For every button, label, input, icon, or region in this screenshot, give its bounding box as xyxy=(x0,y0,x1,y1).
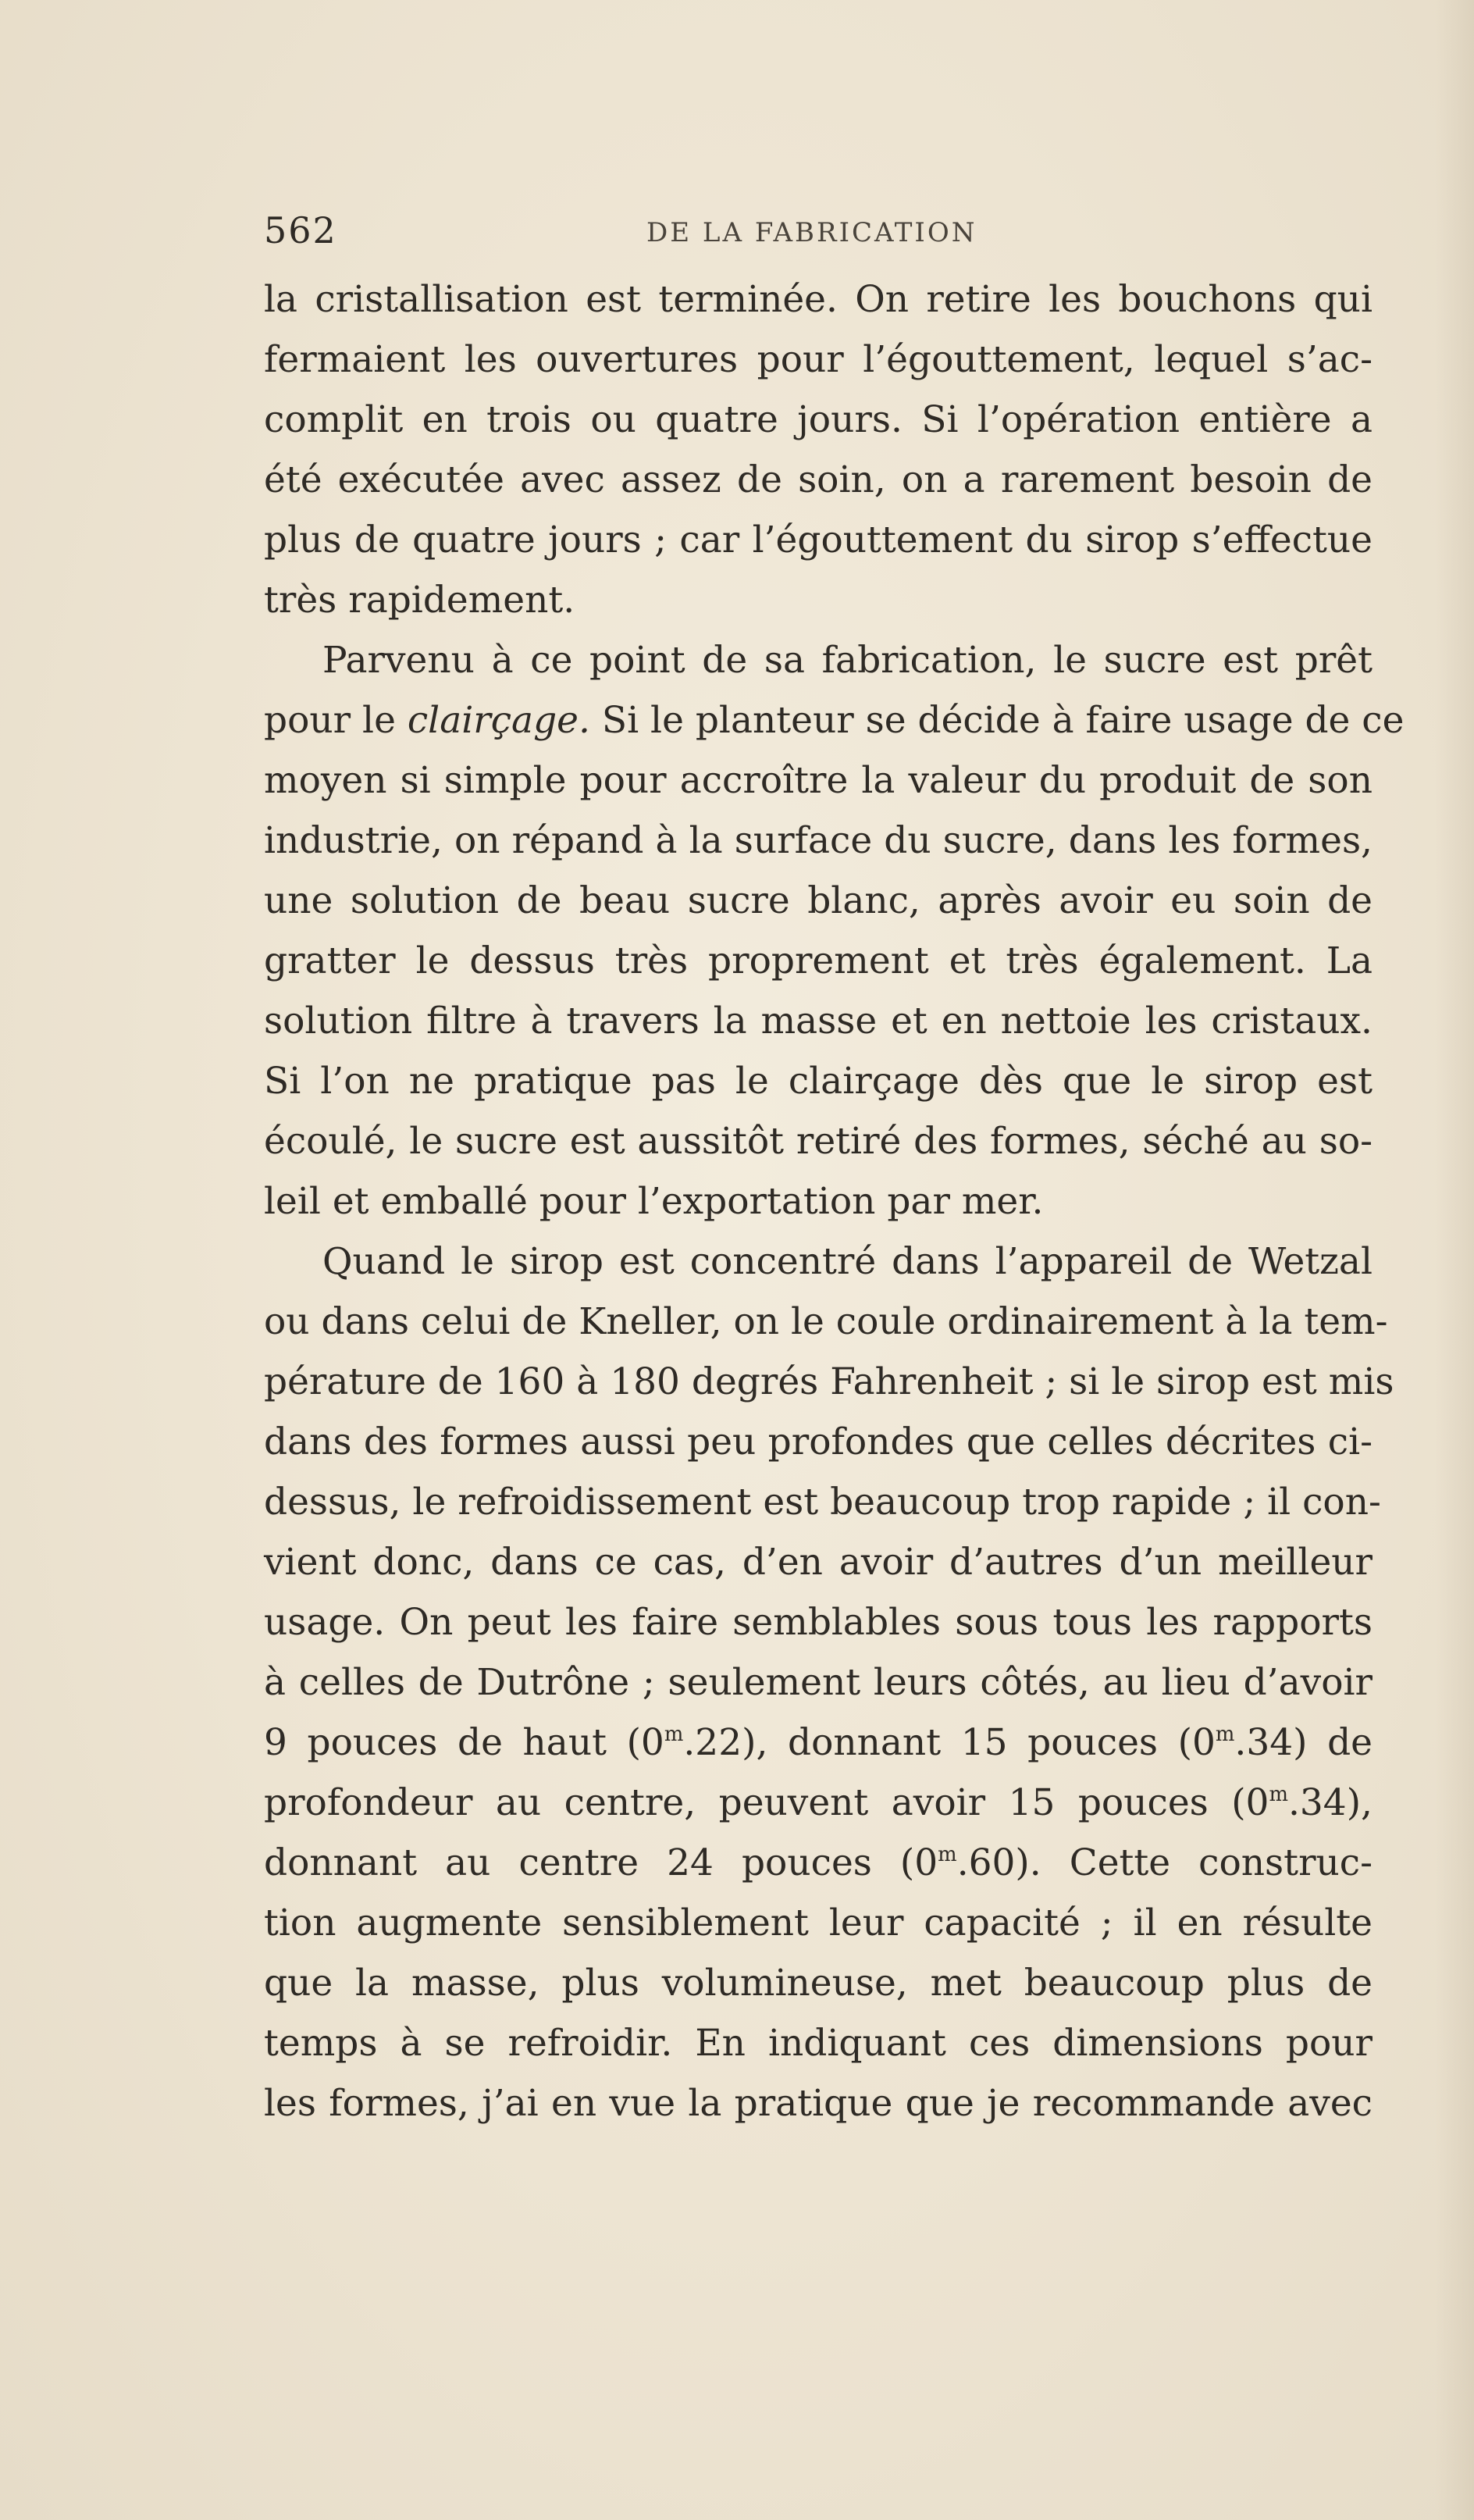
text-fragment: .34) de xyxy=(1234,1721,1373,1764)
text-line: une solution de beau sucre blanc, après avoir eu soin de xyxy=(264,879,1373,922)
page-number: 562 xyxy=(264,209,337,251)
text-line: les formes, j’ai en vue la pratique que je recommande avec xyxy=(264,2082,1373,2125)
text-line: à celles de Dutrône ; seulement leurs côtés, au lieu d’avoir xyxy=(264,1661,1373,1704)
text-line: ou dans celui de Kneller, on le coule ordinairement à la tem- xyxy=(264,1300,1388,1343)
text-line xyxy=(264,1773,1373,1833)
text-fragment: .34), xyxy=(1287,1781,1373,1824)
text-line: vient donc, dans ce cas, d’en avoir d’autres d’un meilleur xyxy=(264,1541,1373,1584)
text-line: dans des formes aussi peu profondes que celles décrites ci- xyxy=(264,1420,1373,1463)
text-line: pérature de 160 à 180 degrés Fahrenheit ; si le sirop est mis xyxy=(264,1360,1394,1403)
text-line: dessus, le refroidissement est beaucoup trop rapide ; il con- xyxy=(264,1481,1381,1524)
text-line xyxy=(264,690,1405,750)
body-text xyxy=(264,269,1405,2133)
text-line: tion augmente sensiblement leur capacité ; il en résulte xyxy=(264,1902,1373,1944)
text-line xyxy=(264,1713,1373,1773)
text-line: Si l’on ne pratique pas le clairçage dès que le sirop est xyxy=(264,1060,1373,1103)
text-line: que la masse, plus volumineuse, met beaucoup plus de xyxy=(264,1962,1373,2005)
text-fragment: donnant au centre 24 pouces (0 xyxy=(264,1841,938,1884)
text-line: industrie, on répand à la surface du sucre, dans les formes, xyxy=(264,819,1373,862)
running-head: DE LA FABRICATION xyxy=(646,217,977,248)
text-line: très rapidement. xyxy=(264,579,575,622)
text-fragment: profondeur au centre, peuvent avoir 15 pouces (0 xyxy=(264,1781,1269,1824)
text-fragment: pour le xyxy=(264,699,396,742)
text-line: solution filtre à travers la masse et en nettoie les cristaux. xyxy=(264,1000,1373,1043)
text-fragment: .60). Cette construc- xyxy=(956,1841,1373,1884)
text-line: écoulé, le sucre est aussitôt retiré des formes, séché au so- xyxy=(264,1120,1373,1163)
text-line: gratter le dessus très proprement et très également. La xyxy=(264,939,1373,982)
text-line: été exécutée avec assez de soin, on a rarement besoin de xyxy=(264,458,1373,501)
text-fragment: Si le planteur se décide à faire usage de ce xyxy=(601,699,1405,742)
text-line: Quand le sirop est concentré dans l’appareil de Wetzal xyxy=(322,1240,1373,1283)
superscript-meter: m xyxy=(1269,1782,1288,1806)
text-fragment: 9 pouces de haut (0 xyxy=(264,1721,664,1764)
italic-term: clairçage. xyxy=(407,699,590,742)
superscript-meter: m xyxy=(1215,1722,1235,1746)
text-line: Parvenu à ce point de sa fabrication, le sucre est prêt xyxy=(322,639,1373,682)
text-line: fermaient les ouvertures pour l’égouttement, lequel s’ac- xyxy=(264,338,1373,381)
text-line: complit en trois ou quatre jours. Si l’opération entière a xyxy=(264,398,1373,441)
text-fragment: .22), donnant 15 pouces (0 xyxy=(683,1721,1216,1764)
text-line: leil et emballé pour l’exportation par mer. xyxy=(264,1180,1044,1223)
text-line: temps à se refroidir. En indiquant ces dimensions pour xyxy=(264,2022,1373,2065)
page-header xyxy=(264,209,1373,256)
superscript-meter: m xyxy=(664,1722,684,1746)
text-line: plus de quatre jours ; car l’égouttement du sirop s’effectue xyxy=(264,519,1373,561)
superscript-meter: m xyxy=(938,1842,957,1866)
page-gutter-shadow xyxy=(1435,0,1474,2520)
text-line: moyen si simple pour accroître la valeur du produit de son xyxy=(264,759,1373,802)
text-line: usage. On peut les faire semblables sous tous les rapports xyxy=(264,1601,1373,1644)
text-line xyxy=(264,1833,1373,1893)
text-line: la cristallisation est terminée. On retire les bouchons qui xyxy=(264,278,1373,321)
